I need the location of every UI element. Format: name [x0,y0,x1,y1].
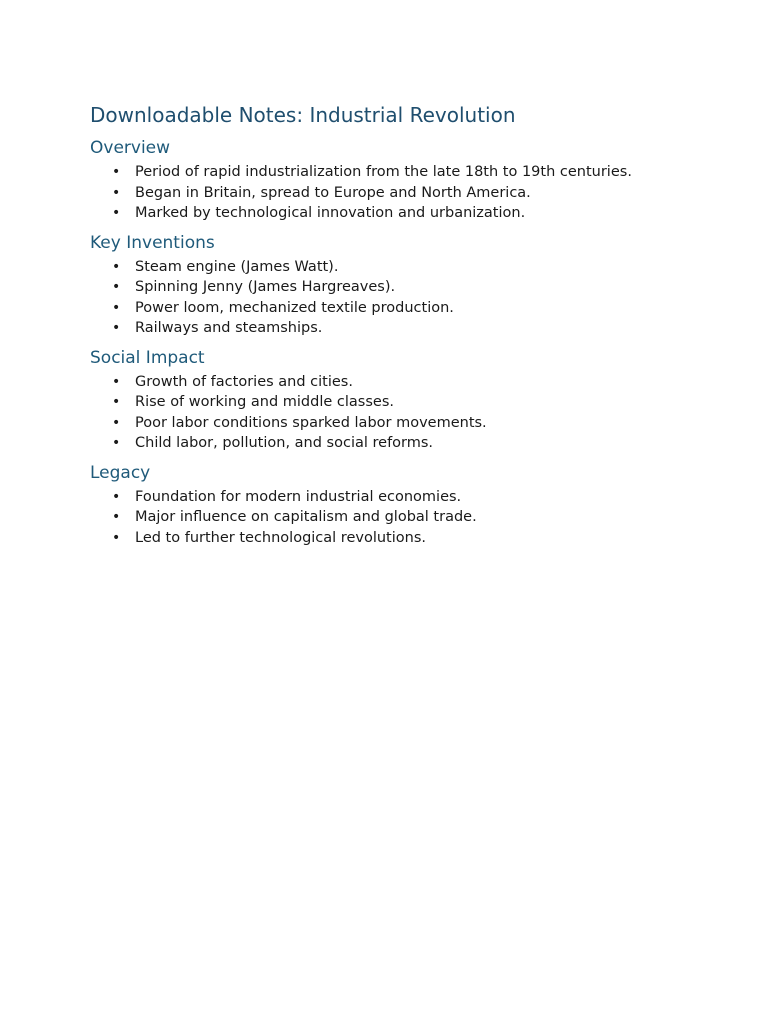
list-item [90,183,768,204]
bullet-icon: • [112,184,121,201]
bullet-icon: • [112,509,121,525]
list-item [90,298,768,319]
section-legacy [90,462,768,549]
list-item-text: Steam engine (James Watt). [135,258,339,275]
bullet-icon: • [112,258,121,275]
bullet-icon: • [112,164,121,180]
bullet-icon: • [112,488,121,505]
list-item-text: Period of rapid industrialization from the late 18th to 19th centuries. [135,164,632,180]
section-heading: Key Inventions [90,232,215,253]
bullet-icon: • [112,279,121,295]
bullet-icon: • [112,394,121,410]
list-item-text: Rise of working and middle classes. [135,394,394,410]
list-item-text: Spinning Jenny (James Hargreaves). [135,279,396,295]
list-item-text: Growth of factories and cities. [135,373,353,390]
bullet-icon: • [112,205,121,221]
list-item-text: Power loom, mechanized textile production. [135,299,454,316]
bullet-list [90,372,768,454]
list-item [90,162,768,183]
bullet-list [90,162,768,224]
list-item-text: Child labor, pollution, and social reforms. [135,435,434,451]
list-item [90,507,768,528]
list-item [90,257,768,278]
bullet-icon: • [112,529,121,546]
list-item [90,487,768,508]
list-item [90,413,768,434]
list-item [90,277,768,298]
section-overview [90,137,768,224]
bullet-icon: • [112,414,121,431]
list-item-text: Foundation for modern industrial economies. [135,488,462,505]
section-social-impact [90,347,768,454]
list-item-text: Railways and steamships. [135,320,323,336]
bullet-icon: • [112,435,121,451]
section-key-inventions [90,232,768,339]
list-item-text: Led to further technological revolutions. [135,529,426,546]
bullet-list [90,487,768,549]
list-item-text: Marked by technological innovation and urbanization. [135,205,526,221]
list-item [90,318,768,339]
section-heading: Legacy [90,462,151,483]
document-title: Downloadable Notes: Industrial Revolution [90,103,516,127]
list-item [90,528,768,549]
bullet-icon: • [112,320,121,336]
section-heading: Overview [90,138,171,158]
bullet-list [90,257,768,339]
list-item-text: Began in Britain, spread to Europe and North America. [135,184,531,201]
list-item [90,203,768,224]
list-item-text: Major influence on capitalism and global trade. [135,509,477,525]
section-heading: Social Impact [90,347,205,368]
list-item [90,372,768,393]
list-item-text: Poor labor conditions sparked labor movements. [135,414,487,431]
list-item [90,433,768,454]
list-item [90,392,768,413]
bullet-icon: • [112,299,121,316]
bullet-icon: • [112,373,121,390]
